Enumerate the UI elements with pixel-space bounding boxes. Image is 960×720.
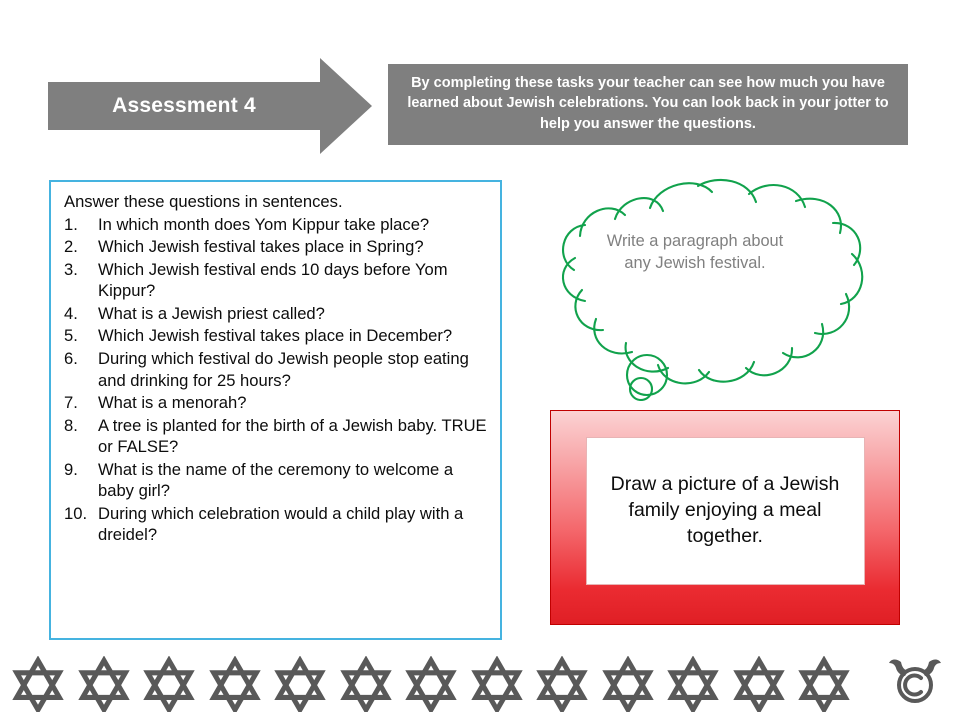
question-number: 9.: [64, 459, 78, 479]
question-item: [62, 392, 490, 414]
star-of-david-glyph: [665, 656, 721, 712]
question-item: [62, 459, 490, 502]
star-of-david-icon: [534, 656, 590, 712]
question-text: In which month does Yom Kippur take place?: [98, 214, 430, 234]
question-text: What is the name of the ceremony to welcome a baby girl?: [98, 459, 454, 501]
questions-list: [62, 214, 490, 546]
star-of-david-glyph: [76, 656, 132, 712]
question-text: Which Jewish festival takes place in Spring?: [98, 237, 424, 257]
question-text: Which Jewish festival takes place in December?: [98, 326, 453, 346]
draw-task-text: Draw a picture of a Jewish family enjoying a meal together.: [610, 473, 840, 547]
star-of-david-glyph: [403, 656, 459, 712]
star-of-david-icon: [403, 656, 459, 712]
thought-cloud: [546, 176, 876, 401]
star-of-david-glyph: [141, 656, 197, 712]
assessment-title-arrow: [48, 56, 372, 156]
star-of-david-icon: [272, 656, 328, 712]
instruction-box: [388, 64, 908, 145]
copyright-antlers-icon: [886, 654, 944, 708]
copyright-antlers-glyph: [886, 654, 944, 708]
star-of-david-glyph: [534, 656, 590, 712]
question-number: 4.: [64, 303, 78, 323]
question-text: What is a menorah?: [98, 393, 247, 413]
instruction-text: By completing these tasks your teacher can see how much you have learned about Jewish celebrations. You can look back in your jotter to help you answer the questions.: [407, 74, 889, 132]
question-text: During which celebration would a child play with a dreidel?: [98, 503, 464, 545]
assessment-title-label: Assessment 4: [112, 94, 256, 117]
star-of-david-icon: [141, 656, 197, 712]
question-text: Which Jewish festival ends 10 days before Yom Kippur?: [98, 259, 448, 301]
star-of-david-icon: [796, 656, 852, 712]
star-of-david-footer: [0, 652, 960, 720]
question-number: 8.: [64, 415, 78, 435]
questions-panel: [49, 180, 502, 640]
star-of-david-glyph: [338, 656, 394, 712]
question-number: 5.: [64, 326, 78, 346]
star-of-david-icon: [469, 656, 525, 712]
question-number: 3.: [64, 259, 78, 279]
star-of-david-glyph: [10, 656, 66, 712]
draw-task-inner: [586, 437, 865, 585]
question-item: [62, 259, 490, 302]
star-of-david-glyph: [796, 656, 852, 712]
question-item: [62, 214, 490, 236]
question-item: [62, 348, 490, 391]
question-item: [62, 236, 490, 258]
star-of-david-icon: [600, 656, 656, 712]
star-of-david-glyph: [469, 656, 525, 712]
question-text: During which festival do Jewish people stop eating and drinking for 25 hours?: [98, 348, 469, 390]
star-of-david-icon: [338, 656, 394, 712]
star-of-david-icon: [76, 656, 132, 712]
star-of-david-glyph: [731, 656, 787, 712]
star-of-david-icon: [10, 656, 66, 712]
star-of-david-glyph: [207, 656, 263, 712]
questions-intro: Answer these questions in sentences.: [64, 192, 343, 211]
star-of-david-icon: [731, 656, 787, 712]
star-of-david-glyph: [600, 656, 656, 712]
question-number: 1.: [64, 214, 78, 234]
question-item: [62, 303, 490, 325]
question-text: A tree is planted for the birth of a Jewish baby. TRUE or FALSE?: [98, 415, 487, 457]
thought-cloud-text: Write a paragraph about any Jewish festival.: [606, 232, 784, 272]
star-of-david-icon: [665, 656, 721, 712]
question-number: 7.: [64, 393, 78, 413]
question-number: 6.: [64, 348, 78, 368]
cloud-outline-icon: [546, 176, 876, 401]
question-text: What is a Jewish priest called?: [98, 303, 325, 323]
question-number: 10.: [64, 503, 88, 523]
question-item: [62, 503, 490, 546]
question-item: [62, 325, 490, 347]
question-item: [62, 415, 490, 458]
question-number: 2.: [64, 237, 78, 257]
star-of-david-icon: [207, 656, 263, 712]
star-of-david-glyph: [272, 656, 328, 712]
draw-task-box: [550, 410, 900, 625]
